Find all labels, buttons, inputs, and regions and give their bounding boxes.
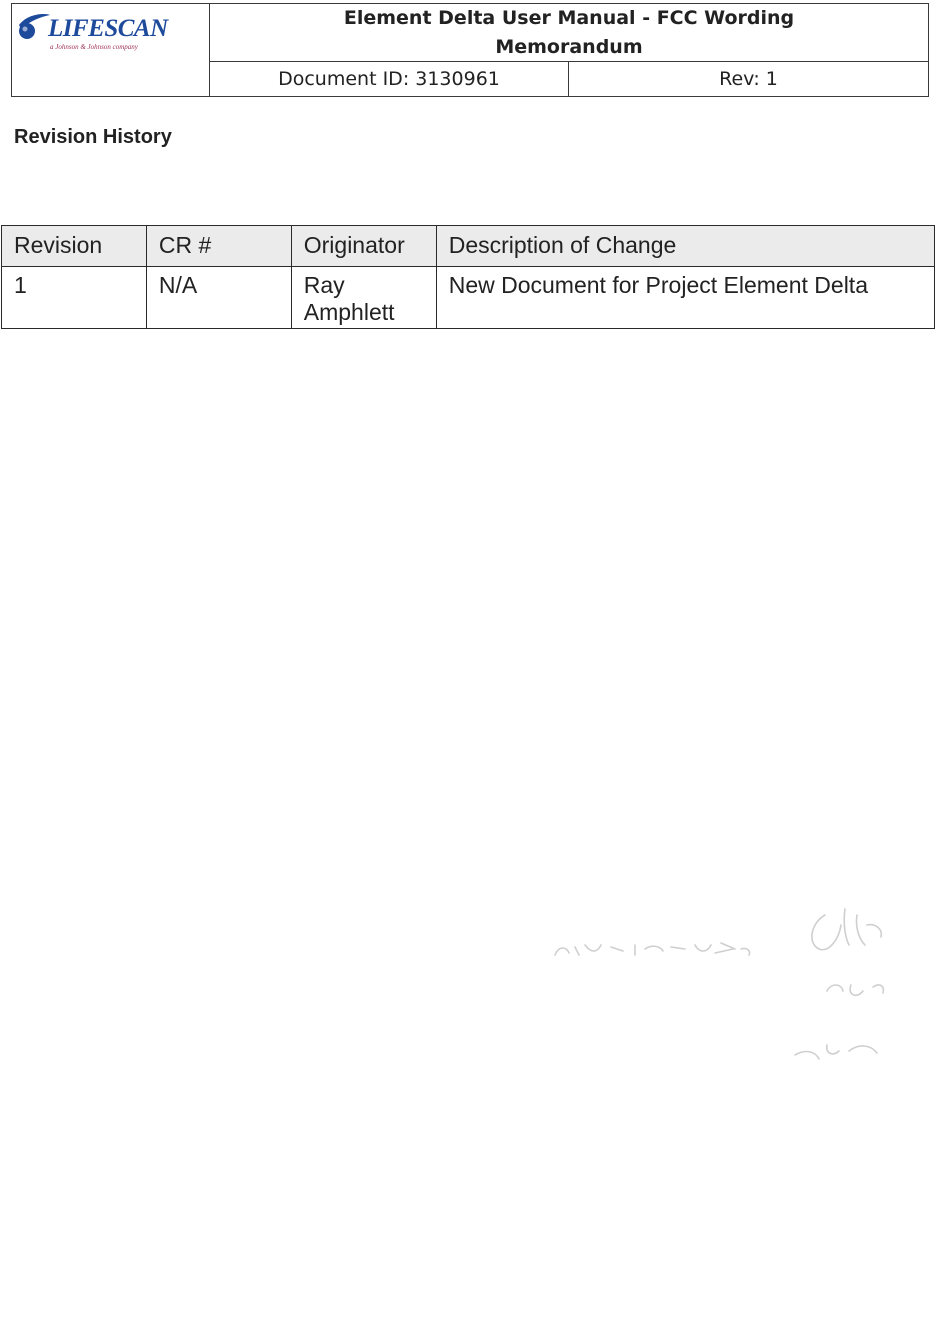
table-row bbox=[2, 267, 935, 329]
handwritten-signature bbox=[545, 895, 905, 1085]
cell-revision: 1 bbox=[2, 267, 147, 329]
cell-originator bbox=[291, 267, 436, 329]
revision-history-table bbox=[1, 225, 935, 329]
document-header bbox=[11, 3, 929, 97]
column-header-revision: Revision bbox=[2, 226, 147, 267]
originator-first-name: Ray bbox=[303, 272, 345, 298]
column-header-originator: Originator bbox=[291, 226, 436, 267]
originator-last-name: Amphlett bbox=[303, 299, 395, 325]
section-heading-revision-history: Revision History bbox=[14, 126, 172, 148]
document-title-line-1: Element Delta User Manual - FCC Wording bbox=[343, 7, 795, 29]
cell-description: New Document for Project Element Delta bbox=[436, 267, 934, 329]
document-id: Document ID: 3130961 bbox=[210, 62, 569, 96]
cell-cr: N/A bbox=[146, 267, 291, 329]
document-title-line-2: Memorandum bbox=[495, 36, 643, 58]
column-header-cr: CR # bbox=[146, 226, 291, 267]
company-logo-tagline: a Johnson & Johnson company bbox=[50, 43, 138, 51]
company-logo-text: LIFESCAN bbox=[48, 15, 168, 42]
lifescan-globe-icon bbox=[16, 9, 50, 49]
document-revision: Rev: 1 bbox=[719, 68, 778, 90]
table-header-row bbox=[2, 226, 935, 267]
column-header-description: Description of Change bbox=[436, 226, 934, 267]
document-title bbox=[210, 4, 928, 62]
logo-cell bbox=[12, 4, 210, 96]
